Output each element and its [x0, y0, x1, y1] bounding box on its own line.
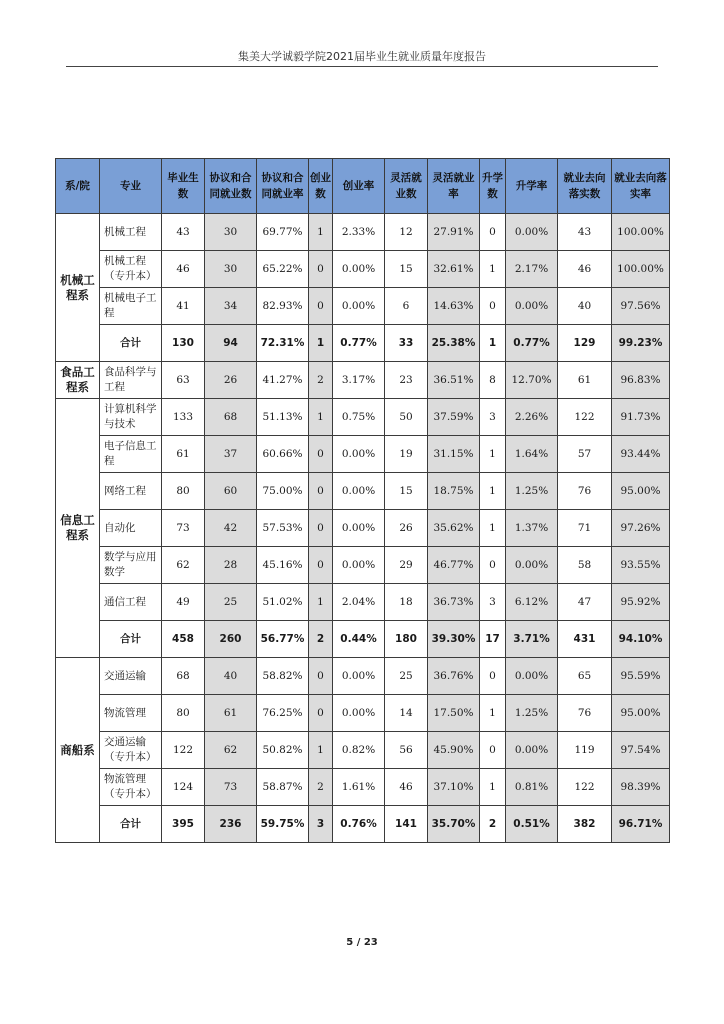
- major-cell: 通信工程: [100, 584, 162, 621]
- placement-rate-cell: 93.44%: [612, 436, 670, 473]
- further-study-rate-cell: 1.64%: [506, 436, 558, 473]
- contract-rate-cell: 41.27%: [257, 362, 309, 399]
- page-number: 5 / 23: [346, 937, 378, 948]
- placement-rate-cell: 98.39%: [612, 769, 670, 806]
- flexible-rate-cell: 36.73%: [428, 584, 480, 621]
- page-header: 集美大学诚毅学院2021届毕业生就业质量年度报告: [238, 50, 486, 63]
- startup-count-total: 3: [309, 806, 333, 843]
- graduates-total: 458: [162, 621, 205, 658]
- further-study-count-total: 17: [480, 621, 506, 658]
- further-study-rate-cell: 0.00%: [506, 547, 558, 584]
- graduates-total: 395: [162, 806, 205, 843]
- startup-rate-cell: 0.00%: [333, 436, 385, 473]
- startup-count-cell: 2: [309, 362, 333, 399]
- table-row: [56, 436, 670, 473]
- major-cell: 机械工程: [100, 214, 162, 251]
- total-label: 合计: [100, 325, 162, 362]
- contract-count-cell: 60: [205, 473, 257, 510]
- further-study-count-cell: 3: [480, 584, 506, 621]
- placement-rate-cell: 91.73%: [612, 399, 670, 436]
- flexible-count-total: 33: [385, 325, 428, 362]
- contract-rate-cell: 50.82%: [257, 732, 309, 769]
- header-dept: 系/院: [56, 159, 100, 214]
- further-study-rate-cell: 0.00%: [506, 288, 558, 325]
- flexible-count-cell: 29: [385, 547, 428, 584]
- startup-rate-cell: 0.82%: [333, 732, 385, 769]
- flexible-rate-cell: 37.10%: [428, 769, 480, 806]
- further-study-count-total: 1: [480, 325, 506, 362]
- placement-rate-cell: 93.55%: [612, 547, 670, 584]
- dept-cell: 机械工程系: [56, 214, 100, 362]
- table-row: [56, 510, 670, 547]
- contract-count-cell: 28: [205, 547, 257, 584]
- contract-rate-cell: 69.77%: [257, 214, 309, 251]
- further-study-count-cell: 0: [480, 732, 506, 769]
- startup-rate-cell: 2.04%: [333, 584, 385, 621]
- startup-rate-total: 0.44%: [333, 621, 385, 658]
- table-row: [56, 547, 670, 584]
- flexible-rate-cell: 18.75%: [428, 473, 480, 510]
- further-study-count-cell: 1: [480, 769, 506, 806]
- table-row: [56, 695, 670, 732]
- contract-rate-cell: 58.87%: [257, 769, 309, 806]
- graduates-cell: 61: [162, 436, 205, 473]
- startup-rate-cell: 0.00%: [333, 658, 385, 695]
- startup-rate-total: 0.76%: [333, 806, 385, 843]
- further-study-rate-cell: 0.00%: [506, 732, 558, 769]
- placement-count-cell: 58: [558, 547, 612, 584]
- contract-count-cell: 25: [205, 584, 257, 621]
- further-study-count-cell: 1: [480, 251, 506, 288]
- contract-count-total: 94: [205, 325, 257, 362]
- contract-rate-cell: 60.66%: [257, 436, 309, 473]
- flexible-rate-total: 39.30%: [428, 621, 480, 658]
- contract-count-cell: 73: [205, 769, 257, 806]
- startup-count-total: 2: [309, 621, 333, 658]
- placement-rate-total: 94.10%: [612, 621, 670, 658]
- placement-rate-cell: 97.56%: [612, 288, 670, 325]
- placement-rate-cell: 95.00%: [612, 695, 670, 732]
- header-placement-count: 就业去向落实数: [558, 159, 612, 214]
- contract-rate-cell: 45.16%: [257, 547, 309, 584]
- startup-rate-total: 0.77%: [333, 325, 385, 362]
- contract-count-cell: 30: [205, 251, 257, 288]
- header-flexible-rate: 灵活就业率: [428, 159, 480, 214]
- flexible-rate-cell: 35.62%: [428, 510, 480, 547]
- startup-rate-cell: 0.00%: [333, 510, 385, 547]
- placement-rate-cell: 97.54%: [612, 732, 670, 769]
- header-startup-count: 创业数: [309, 159, 333, 214]
- startup-count-cell: 0: [309, 695, 333, 732]
- further-study-count-cell: 0: [480, 214, 506, 251]
- contract-count-cell: 68: [205, 399, 257, 436]
- flexible-count-cell: 12: [385, 214, 428, 251]
- flexible-count-cell: 18: [385, 584, 428, 621]
- contract-count-cell: 40: [205, 658, 257, 695]
- contract-count-total: 236: [205, 806, 257, 843]
- contract-rate-total: 56.77%: [257, 621, 309, 658]
- header-further-study-count: 升学数: [480, 159, 506, 214]
- startup-rate-cell: 0.00%: [333, 547, 385, 584]
- table-row: [56, 732, 670, 769]
- placement-count-cell: 65: [558, 658, 612, 695]
- flexible-rate-cell: 45.90%: [428, 732, 480, 769]
- table-row: [56, 473, 670, 510]
- flexible-count-total: 180: [385, 621, 428, 658]
- graduates-cell: 41: [162, 288, 205, 325]
- graduates-cell: 73: [162, 510, 205, 547]
- contract-rate-cell: 76.25%: [257, 695, 309, 732]
- major-cell: 食品科学与工程: [100, 362, 162, 399]
- startup-rate-cell: 3.17%: [333, 362, 385, 399]
- further-study-count-cell: 8: [480, 362, 506, 399]
- graduates-cell: 43: [162, 214, 205, 251]
- graduates-cell: 133: [162, 399, 205, 436]
- startup-rate-cell: 0.75%: [333, 399, 385, 436]
- table-row: [56, 288, 670, 325]
- placement-rate-total: 99.23%: [612, 325, 670, 362]
- placement-count-cell: 71: [558, 510, 612, 547]
- flexible-count-cell: 14: [385, 695, 428, 732]
- table-header-row: [56, 159, 670, 214]
- placement-count-cell: 122: [558, 399, 612, 436]
- placement-rate-cell: 95.92%: [612, 584, 670, 621]
- contract-rate-cell: 82.93%: [257, 288, 309, 325]
- placement-rate-cell: 96.83%: [612, 362, 670, 399]
- placement-count-cell: 47: [558, 584, 612, 621]
- placement-count-cell: 119: [558, 732, 612, 769]
- graduates-cell: 124: [162, 769, 205, 806]
- contract-count-cell: 30: [205, 214, 257, 251]
- major-cell: 机械工程（专升本）: [100, 251, 162, 288]
- table-row: [56, 362, 670, 399]
- dept-cell: 商船系: [56, 658, 100, 843]
- header-contract-count: 协议和合同就业数: [205, 159, 257, 214]
- contract-count-total: 260: [205, 621, 257, 658]
- contract-rate-total: 72.31%: [257, 325, 309, 362]
- startup-count-cell: 2: [309, 769, 333, 806]
- flexible-rate-cell: 31.15%: [428, 436, 480, 473]
- contract-count-cell: 42: [205, 510, 257, 547]
- flexible-rate-total: 25.38%: [428, 325, 480, 362]
- placement-rate-cell: 100.00%: [612, 214, 670, 251]
- total-row: [56, 621, 670, 658]
- contract-rate-cell: 75.00%: [257, 473, 309, 510]
- total-row: [56, 325, 670, 362]
- placement-rate-cell: 95.00%: [612, 473, 670, 510]
- graduates-total: 130: [162, 325, 205, 362]
- flexible-count-cell: 46: [385, 769, 428, 806]
- graduates-cell: 63: [162, 362, 205, 399]
- further-study-count-cell: 1: [480, 510, 506, 547]
- flexible-count-cell: 19: [385, 436, 428, 473]
- total-label: 合计: [100, 621, 162, 658]
- graduates-cell: 80: [162, 473, 205, 510]
- flexible-count-cell: 6: [385, 288, 428, 325]
- dept-cell: 信息工程系: [56, 399, 100, 658]
- placement-count-cell: 43: [558, 214, 612, 251]
- contract-count-cell: 62: [205, 732, 257, 769]
- flexible-count-cell: 15: [385, 251, 428, 288]
- further-study-rate-total: 0.51%: [506, 806, 558, 843]
- header-placement-rate: 就业去向落实率: [612, 159, 670, 214]
- placement-count-cell: 40: [558, 288, 612, 325]
- flexible-rate-cell: 37.59%: [428, 399, 480, 436]
- further-study-count-cell: 1: [480, 436, 506, 473]
- major-cell: 物流管理（专升本）: [100, 769, 162, 806]
- startup-rate-cell: 1.61%: [333, 769, 385, 806]
- flexible-count-cell: 56: [385, 732, 428, 769]
- startup-rate-cell: 0.00%: [333, 251, 385, 288]
- major-cell: 交通运输: [100, 658, 162, 695]
- placement-rate-cell: 95.59%: [612, 658, 670, 695]
- header-graduates: 毕业生数: [162, 159, 205, 214]
- startup-count-cell: 0: [309, 658, 333, 695]
- major-cell: 自动化: [100, 510, 162, 547]
- further-study-count-cell: 0: [480, 658, 506, 695]
- placement-count-cell: 57: [558, 436, 612, 473]
- further-study-count-cell: 3: [480, 399, 506, 436]
- further-study-rate-cell: 1.25%: [506, 473, 558, 510]
- header-contract-rate: 协议和合同就业率: [257, 159, 309, 214]
- further-study-rate-cell: 6.12%: [506, 584, 558, 621]
- flexible-rate-cell: 17.50%: [428, 695, 480, 732]
- contract-rate-cell: 51.13%: [257, 399, 309, 436]
- further-study-count-cell: 0: [480, 288, 506, 325]
- header-further-study-rate: 升学率: [506, 159, 558, 214]
- major-cell: 交通运输（专升本）: [100, 732, 162, 769]
- table-row: [56, 251, 670, 288]
- placement-rate-cell: 100.00%: [612, 251, 670, 288]
- further-study-count-total: 2: [480, 806, 506, 843]
- header-flexible-count: 灵活就业数: [385, 159, 428, 214]
- startup-count-cell: 0: [309, 510, 333, 547]
- graduates-cell: 80: [162, 695, 205, 732]
- further-study-count-cell: 0: [480, 547, 506, 584]
- placement-rate-cell: 97.26%: [612, 510, 670, 547]
- placement-count-cell: 46: [558, 251, 612, 288]
- startup-count-cell: 0: [309, 436, 333, 473]
- startup-rate-cell: 0.00%: [333, 695, 385, 732]
- further-study-count-cell: 1: [480, 473, 506, 510]
- startup-count-cell: 0: [309, 547, 333, 584]
- contract-rate-cell: 51.02%: [257, 584, 309, 621]
- contract-count-cell: 61: [205, 695, 257, 732]
- header-startup-rate: 创业率: [333, 159, 385, 214]
- startup-count-cell: 1: [309, 399, 333, 436]
- table-row: [56, 769, 670, 806]
- table-row: [56, 658, 670, 695]
- further-study-rate-cell: 1.37%: [506, 510, 558, 547]
- startup-rate-cell: 0.00%: [333, 473, 385, 510]
- table-row: [56, 584, 670, 621]
- flexible-count-cell: 15: [385, 473, 428, 510]
- startup-count-cell: 1: [309, 732, 333, 769]
- flexible-rate-cell: 32.61%: [428, 251, 480, 288]
- contract-rate-cell: 65.22%: [257, 251, 309, 288]
- startup-count-cell: 1: [309, 214, 333, 251]
- graduates-cell: 49: [162, 584, 205, 621]
- flexible-count-cell: 26: [385, 510, 428, 547]
- startup-rate-cell: 2.33%: [333, 214, 385, 251]
- further-study-rate-cell: 0.00%: [506, 658, 558, 695]
- further-study-rate-total: 0.77%: [506, 325, 558, 362]
- flexible-rate-cell: 14.63%: [428, 288, 480, 325]
- major-cell: 网络工程: [100, 473, 162, 510]
- flexible-count-cell: 23: [385, 362, 428, 399]
- contract-rate-cell: 57.53%: [257, 510, 309, 547]
- major-cell: 计算机科学与技术: [100, 399, 162, 436]
- flexible-rate-cell: 46.77%: [428, 547, 480, 584]
- header-major: 专业: [100, 159, 162, 214]
- contract-rate-cell: 58.82%: [257, 658, 309, 695]
- startup-rate-cell: 0.00%: [333, 288, 385, 325]
- placement-count-total: 129: [558, 325, 612, 362]
- flexible-rate-total: 35.70%: [428, 806, 480, 843]
- placement-count-cell: 61: [558, 362, 612, 399]
- flexible-rate-cell: 36.76%: [428, 658, 480, 695]
- further-study-rate-cell: 2.26%: [506, 399, 558, 436]
- dept-cell: 食品工程系: [56, 362, 100, 399]
- placement-count-cell: 76: [558, 473, 612, 510]
- major-cell: 物流管理: [100, 695, 162, 732]
- major-cell: 机械电子工程: [100, 288, 162, 325]
- table-row: [56, 399, 670, 436]
- major-cell: 电子信息工程: [100, 436, 162, 473]
- contract-rate-total: 59.75%: [257, 806, 309, 843]
- flexible-count-cell: 25: [385, 658, 428, 695]
- graduates-cell: 122: [162, 732, 205, 769]
- contract-count-cell: 34: [205, 288, 257, 325]
- startup-count-cell: 1: [309, 584, 333, 621]
- further-study-count-cell: 1: [480, 695, 506, 732]
- graduates-cell: 62: [162, 547, 205, 584]
- employment-table: [55, 158, 670, 843]
- further-study-rate-cell: 12.70%: [506, 362, 558, 399]
- flexible-count-total: 141: [385, 806, 428, 843]
- startup-count-cell: 0: [309, 473, 333, 510]
- placement-count-cell: 122: [558, 769, 612, 806]
- placement-rate-total: 96.71%: [612, 806, 670, 843]
- total-row: [56, 806, 670, 843]
- further-study-rate-cell: 0.81%: [506, 769, 558, 806]
- flexible-count-cell: 50: [385, 399, 428, 436]
- placement-count-total: 431: [558, 621, 612, 658]
- table-body: [56, 214, 670, 843]
- header-rule: [66, 66, 658, 67]
- graduates-cell: 46: [162, 251, 205, 288]
- contract-count-cell: 37: [205, 436, 257, 473]
- flexible-rate-cell: 27.91%: [428, 214, 480, 251]
- startup-count-cell: 0: [309, 251, 333, 288]
- startup-count-total: 1: [309, 325, 333, 362]
- further-study-rate-total: 3.71%: [506, 621, 558, 658]
- total-label: 合计: [100, 806, 162, 843]
- further-study-rate-cell: 1.25%: [506, 695, 558, 732]
- major-cell: 数学与应用数学: [100, 547, 162, 584]
- flexible-rate-cell: 36.51%: [428, 362, 480, 399]
- table-row: [56, 214, 670, 251]
- placement-count-total: 382: [558, 806, 612, 843]
- placement-count-cell: 76: [558, 695, 612, 732]
- further-study-rate-cell: 2.17%: [506, 251, 558, 288]
- contract-count-cell: 26: [205, 362, 257, 399]
- graduates-cell: 68: [162, 658, 205, 695]
- startup-count-cell: 0: [309, 288, 333, 325]
- further-study-rate-cell: 0.00%: [506, 214, 558, 251]
